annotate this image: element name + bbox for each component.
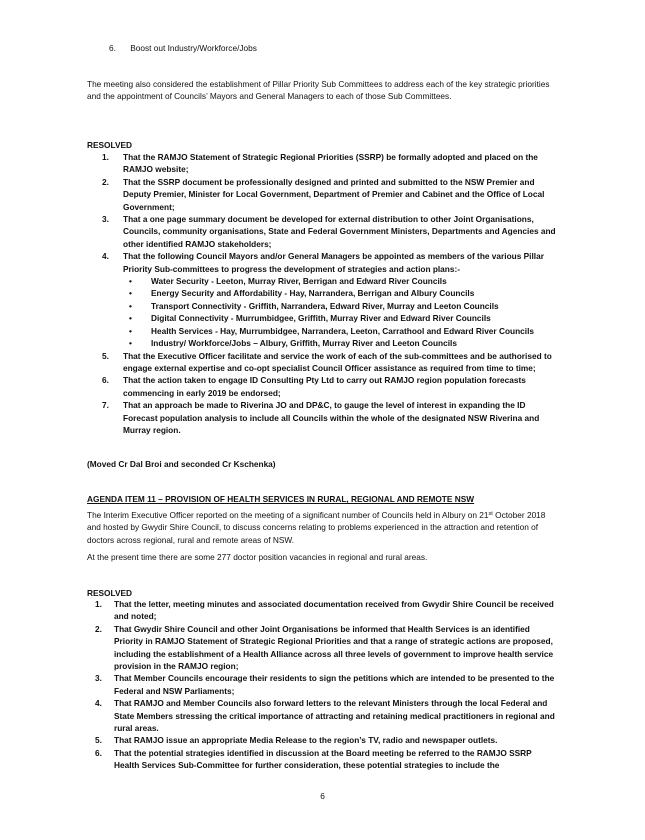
- resolved-item: [87, 747, 557, 772]
- item-number: 5.: [95, 735, 102, 746]
- item-text: That Member Councils encourage their residents to sign the petitions which are intended to be presented to the Federal and NSW Parliaments;: [114, 673, 555, 696]
- resolved-item: [87, 734, 557, 746]
- bullet-item: [123, 325, 560, 337]
- resolved-item: [87, 598, 557, 623]
- item-text: That RAMJO and Member Councils also forward letters to the relevant Ministers through the local Federal and State Members stressing the critical importance of attracting and retaining medical practitioners in regional and rural areas.: [114, 698, 555, 734]
- moved-seconded-note: (Moved Cr Dal Broi and seconded Cr Kschenka): [87, 459, 276, 469]
- bullet-item: [123, 312, 560, 324]
- bullet-glyph: •: [129, 338, 132, 349]
- item-text: That the potential strategies identified in discussion at the Board meeting be referred to the RAMJO SSRP Health Services Sub-Committee for further consideration, these potential strategies to include the: [114, 747, 532, 771]
- bullet-text: Transport Connectivity - Griffith, Narrandera, Edward River, Murray and Leeton Councils: [151, 300, 499, 311]
- item-number: 4.: [102, 251, 109, 262]
- bullet-item: [123, 287, 560, 299]
- top-item-text: Boost out Industry/Workforce/Jobs: [130, 43, 257, 53]
- resolved-item: [100, 399, 560, 436]
- resolved-item: [100, 213, 560, 250]
- bullet-item: [123, 300, 560, 312]
- item-number: 3.: [102, 214, 109, 225]
- item-number: 2.: [95, 623, 102, 634]
- resolved-item: [87, 672, 557, 697]
- resolved-item: [100, 176, 560, 213]
- bullet-glyph: •: [129, 313, 132, 324]
- item-number: 7.: [102, 400, 109, 411]
- item-number: 2.: [102, 176, 109, 187]
- item-text: That the RAMJO Statement of Strategic Regional Priorities (SSRP) be formally adopted and placed on the RAMJO website;: [123, 152, 538, 175]
- item-number: 6.: [95, 747, 102, 758]
- resolved-item: [87, 623, 557, 673]
- resolved-item: [87, 697, 557, 734]
- bullet-glyph: •: [129, 276, 132, 287]
- item-text: That the action taken to engage ID Consulting Pty Ltd to carry out RAMJO region population forecasts commencing in early 2019 be endorsed;: [123, 375, 526, 398]
- top-list-item: [109, 42, 257, 54]
- item-number: 6.: [102, 375, 109, 386]
- resolved-item: [100, 350, 560, 375]
- item-text: That RAMJO issue an appropriate Media Release to the region’s TV, radio and newspaper outlets.: [114, 735, 498, 746]
- item-text: That the letter, meeting minutes and associated documentation received from Gwydir Shire Council be received and noted;: [114, 599, 554, 622]
- bullet-item: [123, 275, 560, 287]
- page-number: 6: [320, 791, 325, 801]
- agenda-11-report-paragraph: [87, 509, 557, 546]
- item-text: That an approach be made to Riverina JO and DP&C, to gauge the level of interest in expanding the ID Forecast population analysis to include all Councils within the whole of the designated NSW Riverina and Murray region.: [123, 400, 540, 435]
- sub-committee-bullet-list: [123, 275, 560, 349]
- resolved-list-1: [100, 151, 560, 436]
- item-number: 5.: [102, 350, 109, 361]
- report-text-b: October 2018 and hosted by Gwydir Shire Council, to discuss concerns relating to problems experienced in the attraction and retention of doctors across regional, rural and remote areas of NSW.: [87, 510, 546, 545]
- bullet-glyph: •: [129, 300, 132, 311]
- item-text: That a one page summary document be developed for external distribution to other Joint Organisations, Councils, community organisations, State and Federal Government Ministers, Departments and Agencies and other identified RAMJO stakeholders;: [123, 214, 556, 249]
- bullet-glyph: •: [129, 288, 132, 299]
- item-number: 3.: [95, 673, 102, 684]
- item-text: That the Executive Officer facilitate and service the work of each of the sub-committees and be authorised to engage external expertise and co-opt specialist Council Officer assistance as required from time to time;: [123, 350, 552, 373]
- agenda-11-vacancies-paragraph: At the present time there are some 277 doctor position vacancies in regional and rural areas.: [87, 552, 428, 562]
- resolved-heading-1: RESOLVED: [87, 140, 133, 150]
- intro-paragraph: The meeting also considered the establishment of Pillar Priority Sub Committees to address each of the key strategic priorities and the appointment of Councils’ Mayors and General Managers to each of those Sub Committees.: [87, 79, 550, 102]
- resolved-item: [100, 151, 560, 176]
- bullet-text: Industry/ Workforce/Jobs – Albury, Griffith, Murray River and Leeton Councils: [151, 338, 457, 349]
- bullet-text: Digital Connectivity - Murrumbidgee, Griffith, Murray River and Edward River Councils: [151, 313, 491, 324]
- date-ordinal-suffix: st: [488, 511, 493, 517]
- item-text: That Gwydir Shire Council and other Joint Organisations be informed that Health Services is an identified Priority in RAMJO Statement of Strategic Regional Priorities and that a range of strategic actions are proposed, including the establishment of a Health Alliance across all three levels of government to improve health service provision in the RAMJO region;: [114, 623, 554, 672]
- resolved-list-2: [87, 598, 557, 772]
- item-text: That the following Council Mayors and/or General Managers be appointed as members of the various Pillar Priority Sub-committees to progress the development of strategies and action plans:-: [123, 251, 544, 274]
- item-number: 1.: [95, 599, 102, 609]
- bullet-text: Energy Security and Affordability - Hay, Narrandera, Berrigan and Albury Councils: [151, 288, 475, 299]
- item-text: That the SSRP document be professionally designed and printed and submitted to the NSW Premier and Deputy Premier, Minister for Local Government, Department of Premier and Cabinet and the Office of Local Government;: [123, 176, 545, 212]
- top-item-number: 6.: [109, 43, 116, 53]
- resolved-item: [100, 374, 560, 399]
- item-number: 4.: [95, 698, 102, 709]
- bullet-glyph: •: [129, 325, 132, 336]
- bullet-text: Water Security - Leeton, Murray River, Berrigan and Edward River Councils: [151, 276, 447, 287]
- resolved-heading-2: RESOLVED: [87, 588, 133, 598]
- bullet-text: Health Services - Hay, Murrumbidgee, Narrandera, Leeton, Carrathool and Edward River Councils: [151, 325, 534, 336]
- item-number: 1.: [102, 152, 109, 162]
- resolved-item: [100, 250, 560, 349]
- report-text-a: The Interim Executive Officer reported on the meeting of a significant number of Councils held in Albury on 21: [87, 510, 489, 520]
- bullet-item: [123, 337, 560, 349]
- agenda-item-11-heading: AGENDA ITEM 11 – PROVISION OF HEALTH SERVICES IN RURAL, REGIONAL AND REMOTE NSW: [87, 494, 475, 504]
